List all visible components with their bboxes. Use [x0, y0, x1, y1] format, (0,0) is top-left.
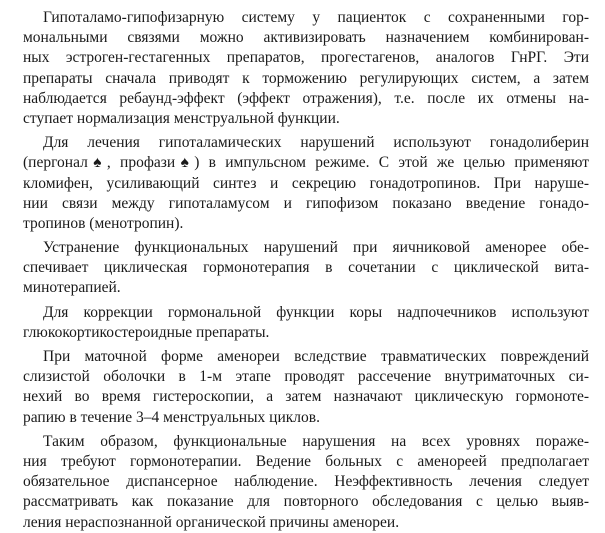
text-line: кломифен, усиливающий синтез и секрецию гонадотропинов. При наруше- [23, 174, 589, 192]
text-line: слизистой оболочки в 1-м этапе проводят рассечение внутриматочных си- [23, 368, 589, 386]
text-line: Таким образом, функциональные нарушения на всех уровнях пораже- [43, 432, 589, 450]
text-line: минотерапией. [23, 279, 121, 297]
text-line: (пергонал♠, профази♠) в импульсном режиме. С этой же целью применяют [23, 154, 589, 172]
text-line: нии связи между гипоталамусом и гипофизом показано введение гонадо- [23, 194, 589, 212]
text-line: Гипоталамо-гипофизарную систему у пациенток с сохраненными гор- [43, 9, 589, 26]
text-line: мональными связями можно активизировать назначением комбинирован- [23, 29, 589, 47]
paragraph-conclusion [23, 432, 589, 533]
text-line: Для лечения гипоталамических нарушений используют гонадолиберин [43, 134, 589, 152]
text-line: ния требуют гормонотерапии. Ведение больных с аменореей предполагает [23, 452, 589, 470]
text-line: рассматривать как показание для повторного обследования с целью выяв- [23, 493, 589, 511]
text-line: рапию в течение 3–4 менструальных циклов. [23, 408, 320, 426]
paragraph-hypothalamic-treatment [23, 133, 589, 234]
paragraph-ovarian-amenorrhea [23, 238, 589, 299]
text-line: спечивает циклическая гормонотерапия в сочетании с циклической вита- [23, 259, 589, 277]
text-line: препараты сначала приводят к торможению регулирующих систем, а затем [23, 69, 589, 87]
text-line: При маточной форме аменореи вследствие травматических повреждений [43, 348, 589, 365]
text-line: ления нераспознанной органической причины аменореи. [23, 513, 400, 531]
paragraph-uterine-form [23, 347, 589, 428]
text-line: ступает нормализация менструальной функции. [23, 109, 340, 127]
text-line: обязательное диспансерное наблюдение. Неэффективность лечения следует [23, 473, 589, 491]
text-line: Для коррекции гормональной функции коры надпочечников используют [43, 303, 589, 321]
text-line: тропинов (менотропин). [23, 214, 184, 232]
text-line: нехий во время гистероскопии, а затем назначают циклическую гормоноте- [23, 388, 589, 406]
text-line: наблюдается ребаунд-эффект (эффект отражения), т.е. после их отмены на- [23, 89, 589, 107]
paragraph-hpa-activation [23, 8, 589, 129]
paragraph-adrenal-correction [23, 303, 589, 343]
text-line: глюкокортикостероидные препараты. [23, 323, 270, 341]
text-line: ных эстроген-гестагенных препаратов, прогестагенов, аналогов ГнРГ. Эти [23, 49, 589, 67]
text-line: Устранение функциональных нарушений при яичниковой аменорее обе- [43, 239, 589, 257]
